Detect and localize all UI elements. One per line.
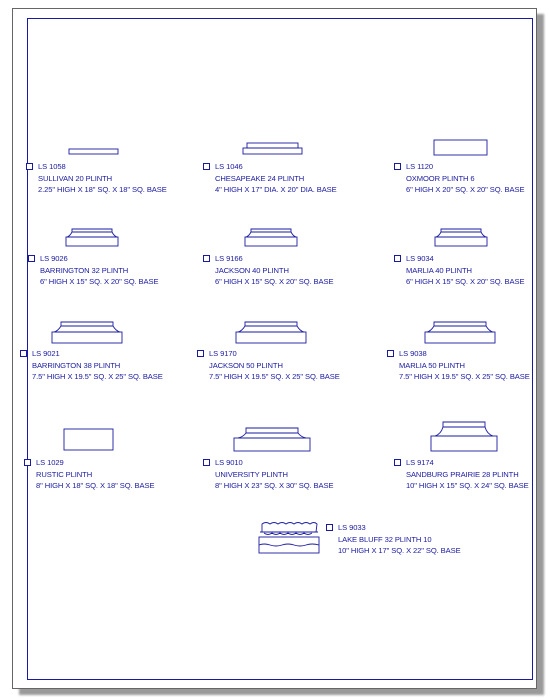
item-code: LS 9033 <box>338 523 366 532</box>
list-item <box>26 161 167 196</box>
item-spec: 6" HIGH X 20" SQ. X 20" SQ. BASE <box>406 185 525 194</box>
select-checkbox[interactable] <box>26 163 33 170</box>
stepped-plinth-icon <box>429 420 499 453</box>
item-spec: 8" HIGH X 18" SQ. X 18" SQ. BASE <box>36 481 155 490</box>
item-code: LS 1058 <box>38 162 66 171</box>
select-checkbox[interactable] <box>394 459 401 466</box>
item-name: BARRINGTON 32 PLINTH <box>40 265 129 275</box>
select-checkbox[interactable] <box>203 163 210 170</box>
list-item <box>394 253 524 288</box>
item-code: LS 1046 <box>215 162 243 171</box>
list-item <box>203 161 337 196</box>
select-checkbox[interactable] <box>394 163 401 170</box>
select-checkbox[interactable] <box>387 350 394 357</box>
item-name: OXMOOR PLINTH 6 <box>406 173 475 183</box>
item-code: LS 9166 <box>215 254 243 263</box>
item-name: UNIVERSITY PLINTH <box>215 469 288 479</box>
item-code: LS 9174 <box>406 458 434 467</box>
item-name: BARRINGTON 38 PLINTH <box>32 360 121 370</box>
list-item <box>28 253 158 288</box>
molded-plinth-icon <box>433 227 489 248</box>
item-spec: 6" HIGH X 15" SQ. X 20" SQ. BASE <box>215 277 334 286</box>
list-item <box>394 457 529 492</box>
rough-plinth-icon <box>256 520 322 555</box>
item-spec: 7.5" HIGH X 19.5" SQ. X 25" SQ. BASE <box>209 372 340 381</box>
stepped-plinth-icon <box>242 142 304 156</box>
item-spec: 2.25" HIGH X 18" SQ. X 18" SQ. BASE <box>38 185 167 194</box>
item-name: MARLIA 50 PLINTH <box>399 360 465 370</box>
list-item <box>387 348 530 383</box>
list-item <box>197 348 340 383</box>
stepped-plinth-icon <box>232 426 312 453</box>
select-checkbox[interactable] <box>394 255 401 262</box>
molded-plinth-icon <box>64 227 120 248</box>
select-checkbox[interactable] <box>203 459 210 466</box>
block-plinth-icon <box>63 428 115 452</box>
item-name: SULLIVAN 20 PLINTH <box>38 173 113 183</box>
select-checkbox[interactable] <box>197 350 204 357</box>
select-checkbox[interactable] <box>20 350 27 357</box>
item-spec: 7.5" HIGH X 19.5" SQ. X 25" SQ. BASE <box>399 372 530 381</box>
item-code: LS 9021 <box>32 349 60 358</box>
select-checkbox[interactable] <box>24 459 31 466</box>
list-item <box>203 253 333 288</box>
item-spec: 4" HIGH X 17" DIA. X 20" DIA. BASE <box>215 185 337 194</box>
item-code: LS 9010 <box>215 458 243 467</box>
item-name: LAKE BLUFF 32 PLINTH 10 <box>338 534 432 544</box>
select-checkbox[interactable] <box>28 255 35 262</box>
item-code: LS 1120 <box>406 162 434 171</box>
item-code: LS 1029 <box>36 458 64 467</box>
molded-plinth-icon <box>234 320 308 345</box>
item-spec: 6" HIGH X 15" SQ. X 20" SQ. BASE <box>40 277 159 286</box>
item-spec: 8" HIGH X 23" SQ. X 30" SQ. BASE <box>215 481 334 490</box>
list-item <box>20 348 163 383</box>
item-name: JACKSON 50 PLINTH <box>209 360 283 370</box>
item-name: SANDBURG PRAIRIE 28 PLINTH <box>406 469 519 479</box>
select-checkbox[interactable] <box>203 255 210 262</box>
item-name: CHESAPEAKE 24 PLINTH <box>215 173 305 183</box>
select-checkbox[interactable] <box>326 524 333 531</box>
item-name: JACKSON 40 PLINTH <box>215 265 289 275</box>
item-spec: 7.5" HIGH X 19.5" SQ. X 25" SQ. BASE <box>32 372 163 381</box>
list-item <box>203 457 333 492</box>
list-item <box>326 522 461 557</box>
list-item <box>394 161 524 196</box>
item-spec: 10" HIGH X 15" SQ. X 24" SQ. BASE <box>406 481 529 490</box>
item-spec: 10" HIGH X 17" SQ. X 22" SQ. BASE <box>338 546 461 555</box>
molded-plinth-icon <box>243 227 299 248</box>
item-name: RUSTIC PLINTH <box>36 469 93 479</box>
molded-plinth-icon <box>423 320 497 345</box>
molded-plinth-icon <box>50 320 124 345</box>
item-spec: 6" HIGH X 15" SQ. X 20" SQ. BASE <box>406 277 525 286</box>
item-code: LS 9170 <box>209 349 237 358</box>
item-code: LS 9038 <box>399 349 427 358</box>
item-code: LS 9034 <box>406 254 434 263</box>
flat-plinth-icon <box>68 148 120 156</box>
block-plinth-icon <box>433 139 489 157</box>
item-code: LS 9026 <box>40 254 68 263</box>
list-item <box>24 457 154 492</box>
item-name: MARLIA 40 PLINTH <box>406 265 472 275</box>
